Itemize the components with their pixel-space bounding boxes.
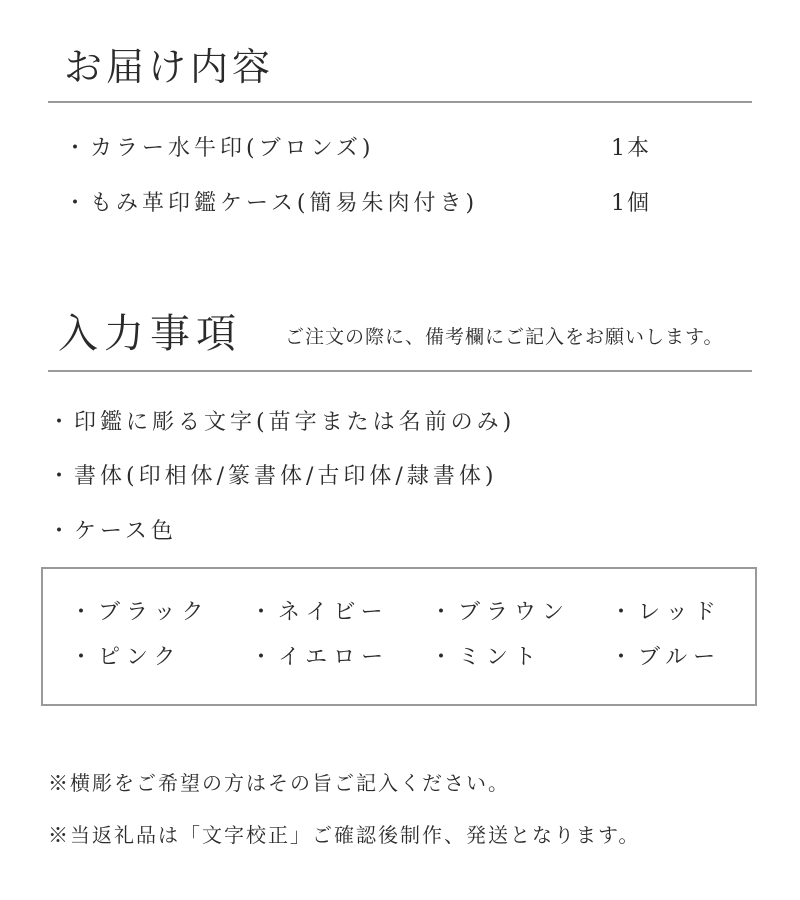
- case-color-option: ・レッド: [610, 600, 722, 625]
- input-field: ・ケース色: [48, 519, 177, 544]
- contents-item-qty: 1個: [611, 191, 651, 216]
- input-field: ・書体(印相体/篆書体/古印体/隷書体): [48, 464, 498, 489]
- input-title: 入力事項: [58, 311, 242, 357]
- contents-item-name: ・もみ革印鑑ケース(簡易朱肉付き): [64, 191, 479, 216]
- case-color-option: ・ミント: [430, 645, 543, 670]
- footnote: ※横彫をご希望の方はその旨ご記入ください。: [48, 771, 510, 795]
- case-color-option: ・ブラウン: [430, 600, 571, 625]
- case-color-box: [41, 567, 757, 706]
- input-field: ・印鑑に彫る文字(苗字または名前のみ): [48, 410, 516, 435]
- case-color-option: ・ブルー: [610, 645, 722, 670]
- contents-title: お届け内容: [64, 45, 275, 89]
- case-color-option: ・ピンク: [70, 645, 182, 670]
- footnote: ※当返礼品は「文字校正」ご確認後制作、発送となります。: [48, 823, 641, 847]
- input-divider: [48, 370, 752, 372]
- contents-divider: [48, 101, 752, 103]
- input-note: ご注文の際に、備考欄にご記入をお願いします。: [285, 326, 724, 348]
- contents-item-name: ・カラー水牛印(ブロンズ): [64, 136, 375, 161]
- case-color-option: ・ネイビー: [250, 600, 389, 625]
- case-color-option: ・ブラック: [70, 600, 210, 625]
- case-color-option: ・イエロー: [250, 645, 390, 670]
- contents-item-qty: 1本: [611, 136, 651, 161]
